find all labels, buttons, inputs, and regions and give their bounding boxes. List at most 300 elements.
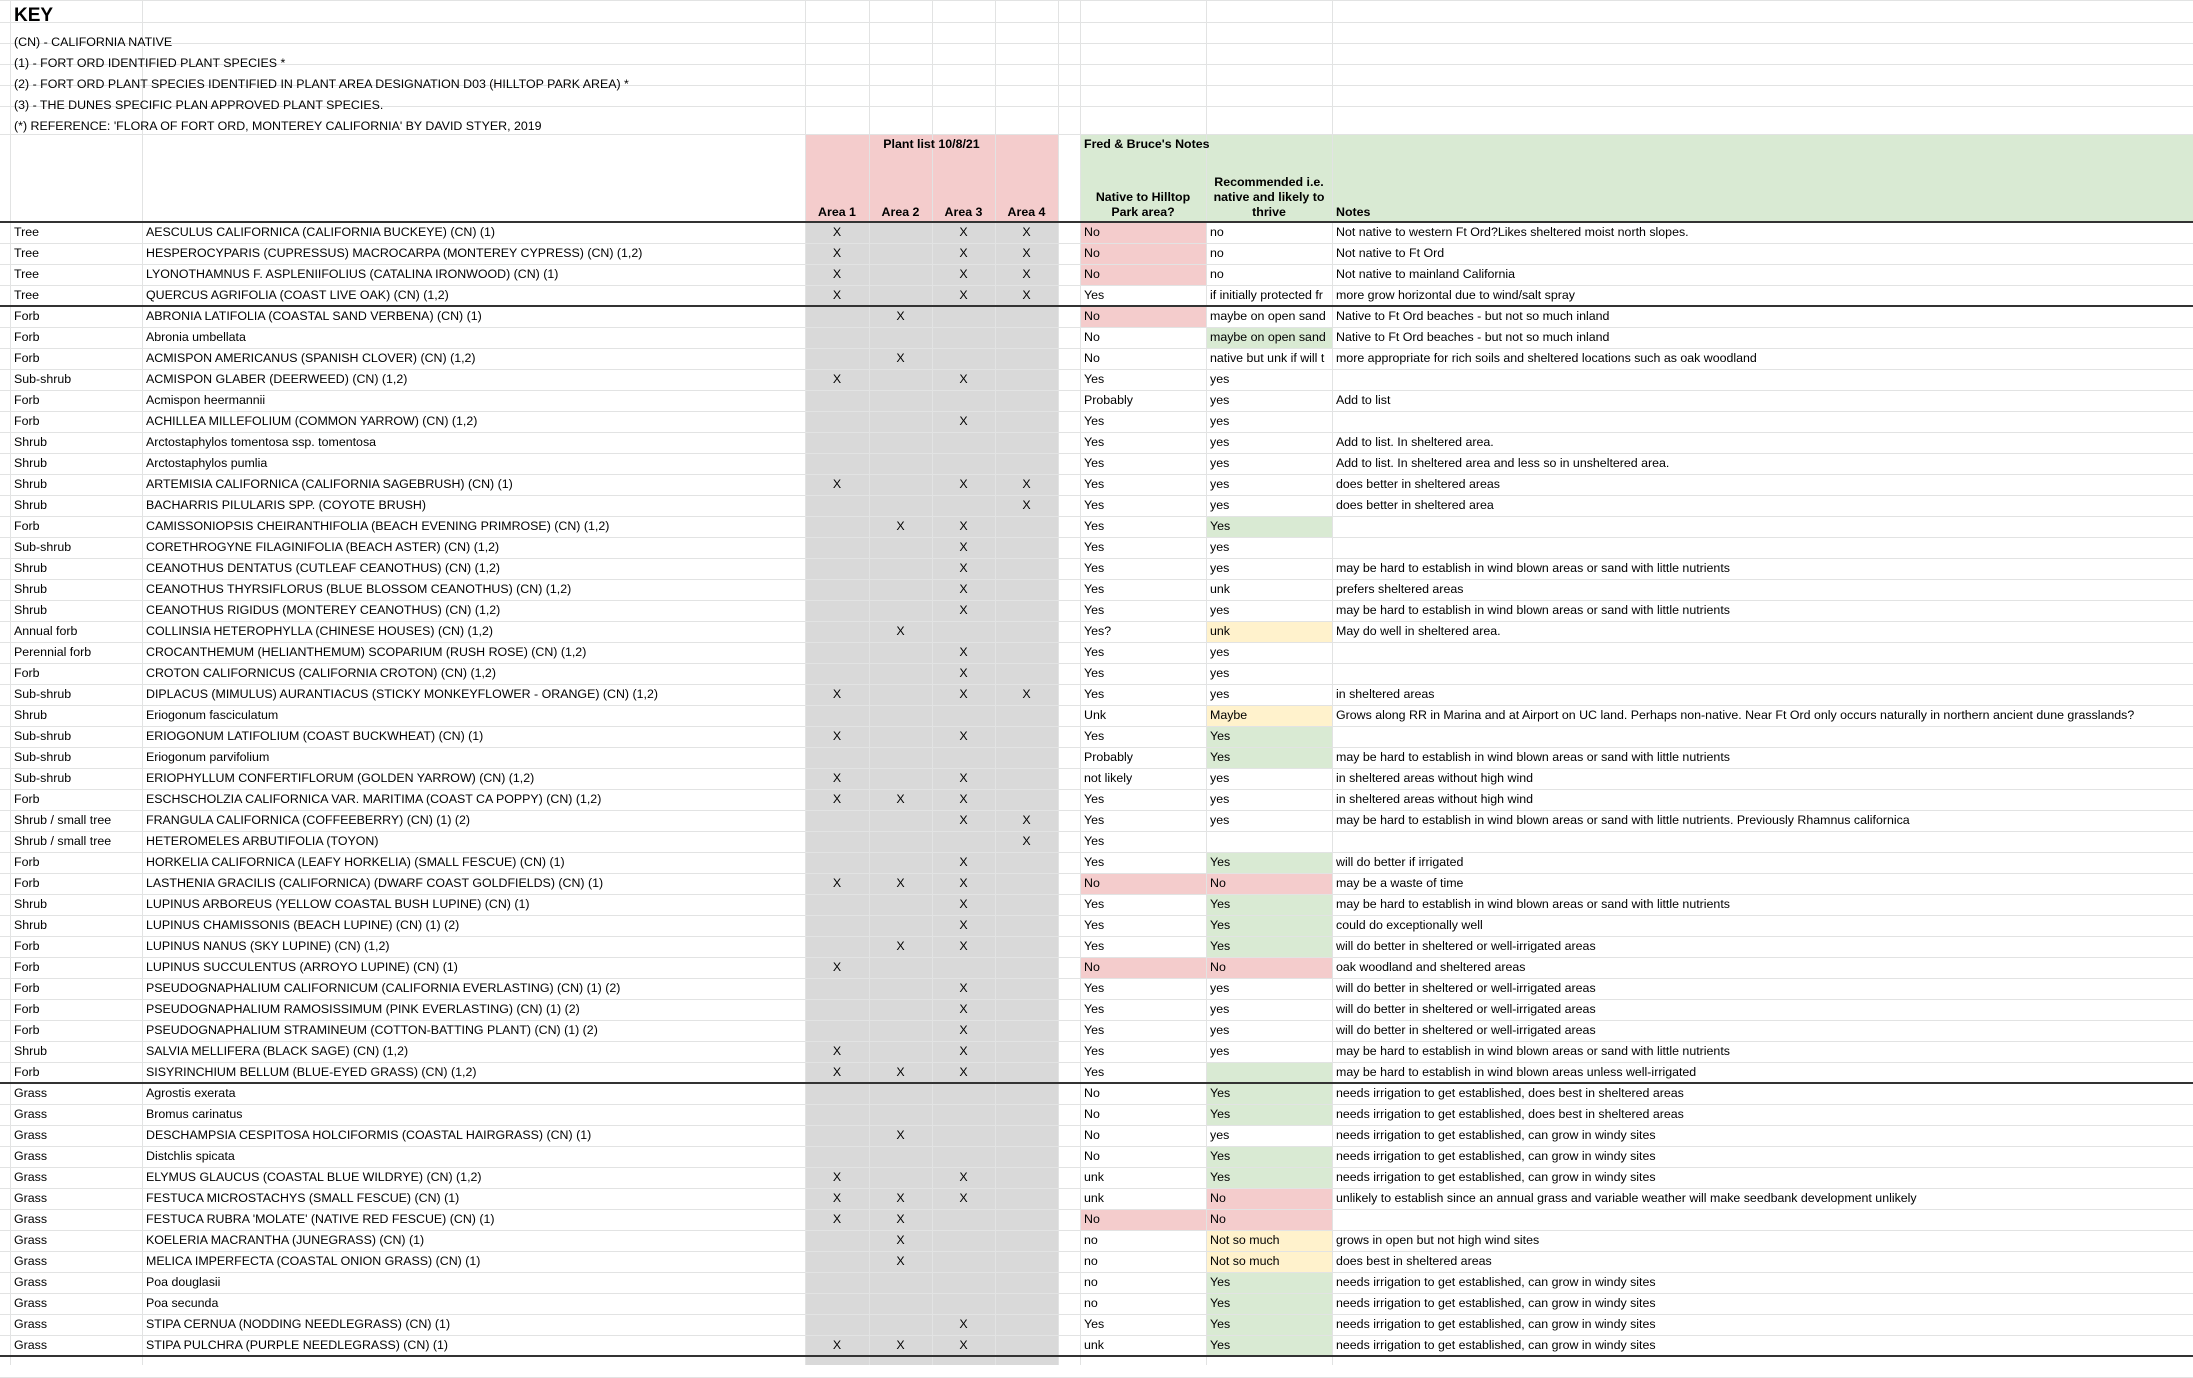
cell-a1[interactable]: X (832, 1044, 842, 1058)
cell-a4[interactable] (995, 1083, 1058, 1104)
cell-native[interactable]: Yes (1084, 435, 1105, 449)
cell-name[interactable]: ABRONIA LATIFOLIA (COASTAL SAND VERBENA) (CN) (1) (146, 309, 482, 323)
cell-a3[interactable]: X (959, 225, 968, 239)
cell-type[interactable]: Shrub (14, 477, 48, 491)
cell-rec[interactable]: yes (1210, 561, 1230, 575)
cell-a3[interactable] (932, 390, 995, 411)
cell-a3[interactable]: X (959, 1065, 968, 1079)
cell-rec[interactable]: yes (1210, 813, 1230, 827)
cell-name[interactable]: Bromus carinatus (146, 1107, 243, 1121)
cell-name[interactable]: Poa douglasii (146, 1275, 221, 1289)
cell-notes[interactable] (1332, 369, 2193, 390)
cell-a4[interactable] (995, 1230, 1058, 1251)
cell-notes[interactable]: needs irrigation to get established, can grow in windy sites (1336, 1275, 1656, 1289)
cell-a3[interactable] (932, 1146, 995, 1167)
cell-type[interactable]: Shrub (14, 582, 48, 596)
cell-a1[interactable] (805, 1125, 869, 1146)
cell-rec[interactable]: Yes (1210, 918, 1231, 932)
cell-a4[interactable]: X (1022, 834, 1031, 848)
cell-rec[interactable]: Yes (1210, 897, 1231, 911)
cell-a1[interactable]: X (832, 1212, 842, 1226)
cell-type[interactable]: Grass (14, 1107, 48, 1121)
cell-type[interactable]: Forb (14, 792, 40, 806)
cell-native[interactable]: No (1084, 267, 1100, 281)
cell-a1[interactable] (805, 390, 869, 411)
cell-type[interactable]: Shrub / small tree (14, 834, 112, 848)
cell-name[interactable]: Eriogonum parvifolium (146, 750, 270, 764)
cell-a2[interactable] (869, 831, 932, 852)
cell-rec[interactable]: Yes (1210, 1275, 1231, 1289)
cell-rec[interactable]: Yes (1210, 519, 1231, 533)
cell-notes[interactable]: does better in sheltered area (1336, 498, 1494, 512)
cell-a2[interactable] (869, 222, 932, 243)
cell-a3[interactable] (932, 1272, 995, 1293)
cell-rec[interactable]: yes (1210, 393, 1230, 407)
cell-a4[interactable] (995, 1209, 1058, 1230)
cell-a3[interactable]: X (959, 855, 968, 869)
cell-a2[interactable]: X (896, 1233, 905, 1247)
cell-a2[interactable] (869, 915, 932, 936)
cell-notes[interactable]: may be hard to establish in wind blown areas or sand with little nutrients (1336, 603, 1730, 617)
cell-notes[interactable]: will do better in sheltered or well-irrigated areas (1336, 981, 1596, 995)
cell-a3[interactable] (932, 705, 995, 726)
cell-name[interactable]: Abronia umbellata (146, 330, 246, 344)
cell-name[interactable]: SALVIA MELLIFERA (BLACK SAGE) (CN) (1,2) (146, 1044, 409, 1058)
cell-native[interactable]: Yes (1084, 498, 1105, 512)
cell-a4[interactable] (995, 978, 1058, 999)
cell-native[interactable]: No (1084, 330, 1100, 344)
cell-a1[interactable] (805, 831, 869, 852)
cell-a1[interactable]: X (832, 1170, 842, 1184)
cell-notes[interactable]: Grows along RR in Marina and at Airport on UC land. Perhaps non-native. Near Ft Ord only occurs naturally in northern ancient dune grasslands? (1336, 708, 2135, 722)
cell-name[interactable]: PSEUDOGNAPHALIUM RAMOSISSIMUM (PINK EVERLASTING) (CN) (1) (2) (146, 1002, 580, 1016)
cell-a4[interactable]: X (1022, 288, 1031, 302)
cell-type[interactable]: Annual forb (14, 624, 78, 638)
cell-type[interactable]: Tree (14, 267, 40, 281)
cell-name[interactable]: ESCHSCHOLZIA CALIFORNICA VAR. MARITIMA (COAST CA POPPY) (CN) (1,2) (146, 792, 602, 806)
cell-notes[interactable]: more appropriate for rich soils and sheltered locations such as oak woodland (1336, 351, 1757, 365)
cell-native[interactable]: Probably (1084, 393, 1133, 407)
cell-name[interactable]: BACHARRIS PILULARIS SPP. (COYOTE BRUSH) (146, 498, 427, 512)
cell-name[interactable]: SISYRINCHIUM BELLUM (BLUE-EYED GRASS) (CN) (1,2) (146, 1065, 477, 1079)
cell-a2[interactable] (869, 537, 932, 558)
cell-name[interactable]: STIPA CERNUA (NODDING NEEDLEGRASS) (CN) (1) (146, 1317, 451, 1331)
cell-a3[interactable]: X (959, 1191, 968, 1205)
cell-a4[interactable]: X (1022, 813, 1031, 827)
cell-type[interactable]: Sub-shrub (14, 771, 72, 785)
cell-native[interactable]: Yes (1084, 729, 1105, 743)
cell-a2[interactable]: X (896, 876, 905, 890)
cell-a3[interactable] (932, 348, 995, 369)
cell-a2[interactable] (869, 285, 932, 306)
cell-a3[interactable] (932, 1230, 995, 1251)
cell-native[interactable]: Yes (1084, 519, 1105, 533)
cell-native[interactable]: No (1084, 1107, 1100, 1121)
cell-type[interactable]: Shrub (14, 1044, 48, 1058)
cell-a1[interactable] (805, 747, 869, 768)
cell-a3[interactable] (932, 453, 995, 474)
cell-rec[interactable]: native but unk if will t (1210, 351, 1325, 365)
cell-a2[interactable] (869, 747, 932, 768)
cell-native[interactable]: Unk (1084, 708, 1107, 722)
cell-a2[interactable]: X (896, 1191, 905, 1205)
cell-a1[interactable] (805, 1083, 869, 1104)
cell-notes[interactable]: in sheltered areas (1336, 687, 1435, 701)
cell-name[interactable]: FESTUCA RUBRA 'MOLATE' (NATIVE RED FESCUE) (CN) (1) (146, 1212, 495, 1226)
cell-rec[interactable]: No (1210, 876, 1226, 890)
cell-a3[interactable]: X (959, 1023, 968, 1037)
cell-a2[interactable]: X (896, 351, 905, 365)
cell-native[interactable]: No (1084, 1149, 1100, 1163)
cell-type[interactable]: Grass (14, 1317, 48, 1331)
cell-a4[interactable] (995, 369, 1058, 390)
cell-native[interactable]: Yes (1084, 1044, 1105, 1058)
cell-native[interactable]: Yes (1084, 1023, 1105, 1037)
cell-a4[interactable] (995, 747, 1058, 768)
cell-a4[interactable] (995, 558, 1058, 579)
cell-rec[interactable]: yes (1210, 456, 1230, 470)
cell-a1[interactable] (805, 411, 869, 432)
cell-native[interactable]: Yes (1084, 414, 1105, 428)
cell-a3[interactable]: X (959, 813, 968, 827)
cell-notes[interactable]: may be hard to establish in wind blown areas or sand with little nutrients. Previously Rhamnus californica (1336, 813, 1910, 827)
cell-a3[interactable]: X (959, 267, 968, 281)
cell-rec[interactable]: yes (1210, 687, 1230, 701)
cell-a3[interactable]: X (959, 372, 968, 386)
cell-native[interactable]: Yes (1084, 687, 1105, 701)
cell-a4[interactable] (995, 579, 1058, 600)
cell-type[interactable]: Forb (14, 855, 40, 869)
cell-a3[interactable] (932, 495, 995, 516)
cell-a3[interactable]: X (959, 582, 968, 596)
cell-rec[interactable]: Yes (1210, 1296, 1231, 1310)
cell-native[interactable]: Yes (1084, 645, 1105, 659)
cell-a4[interactable] (995, 1062, 1058, 1083)
cell-native[interactable]: Yes (1084, 792, 1105, 806)
cell-a2[interactable] (869, 1272, 932, 1293)
cell-native[interactable]: unk (1084, 1338, 1104, 1352)
cell-notes[interactable]: needs irrigation to get established, does best in sheltered areas (1336, 1086, 1684, 1100)
cell-a3[interactable] (932, 1083, 995, 1104)
cell-native[interactable]: No (1084, 309, 1100, 323)
cell-a1[interactable] (805, 852, 869, 873)
cell-a3[interactable]: X (959, 981, 968, 995)
cell-name[interactable]: ERIOPHYLLUM CONFERTIFLORUM (GOLDEN YARROW) (CN) (1,2) (146, 771, 535, 785)
cell-notes[interactable]: will do better in sheltered or well-irrigated areas (1336, 1023, 1596, 1037)
cell-native[interactable]: Yes (1084, 561, 1105, 575)
cell-a2[interactable] (869, 768, 932, 789)
cell-rec[interactable] (1206, 831, 1332, 852)
cell-a4[interactable] (995, 957, 1058, 978)
cell-rec[interactable]: yes (1210, 540, 1230, 554)
cell-type[interactable]: Shrub / small tree (14, 813, 112, 827)
cell-a4[interactable] (995, 1104, 1058, 1125)
cell-a4[interactable] (995, 642, 1058, 663)
cell-type[interactable]: Shrub (14, 918, 48, 932)
cell-type[interactable]: Forb (14, 1002, 40, 1016)
cell-a2[interactable] (869, 1020, 932, 1041)
cell-native[interactable]: Yes (1084, 813, 1105, 827)
cell-native[interactable]: no (1084, 1296, 1098, 1310)
cell-notes[interactable]: oak woodland and sheltered areas (1336, 960, 1526, 974)
cell-rec[interactable]: yes (1210, 1044, 1230, 1058)
cell-a3[interactable]: X (959, 603, 968, 617)
cell-a3[interactable] (932, 1209, 995, 1230)
cell-type[interactable]: Forb (14, 960, 40, 974)
cell-a2[interactable] (869, 1146, 932, 1167)
cell-notes[interactable] (1332, 642, 2193, 663)
cell-name[interactable]: CEANOTHUS RIGIDUS (MONTEREY CEANOTHUS) (CN) (1,2) (146, 603, 501, 617)
cell-native[interactable]: No (1084, 351, 1100, 365)
cell-name[interactable]: CROCANTHEMUM (HELIANTHEMUM) SCOPARIUM (RUSH ROSE) (CN) (1,2) (146, 645, 587, 659)
cell-type[interactable]: Forb (14, 1065, 40, 1079)
cell-rec[interactable]: Yes (1210, 1086, 1231, 1100)
cell-name[interactable]: HETEROMELES ARBUTIFOLIA (TOYON) (146, 834, 379, 848)
cell-type[interactable]: Forb (14, 309, 40, 323)
cell-a4[interactable]: X (1022, 246, 1031, 260)
cell-type[interactable]: Shrub (14, 435, 48, 449)
cell-a4[interactable] (995, 327, 1058, 348)
cell-native[interactable]: no (1084, 1275, 1098, 1289)
cell-name[interactable]: AESCULUS CALIFORNICA (CALIFORNIA BUCKEYE) (CN) (1) (146, 225, 496, 239)
cell-a4[interactable]: X (1022, 687, 1031, 701)
cell-a4[interactable]: X (1022, 267, 1031, 281)
cell-a1[interactable] (805, 516, 869, 537)
cell-name[interactable]: CROTON CALIFORNICUS (CALIFORNIA CROTON) (CN) (1,2) (146, 666, 496, 680)
cell-rec[interactable]: Maybe (1210, 708, 1248, 722)
cell-a2[interactable]: X (896, 309, 905, 323)
cell-notes[interactable]: prefers sheltered areas (1336, 582, 1464, 596)
cell-notes[interactable]: Not native to Ft Ord (1336, 246, 1445, 260)
cell-rec[interactable]: yes (1210, 792, 1230, 806)
cell-a3[interactable]: X (959, 246, 968, 260)
cell-name[interactable]: LUPINUS NANUS (SKY LUPINE) (CN) (1,2) (146, 939, 390, 953)
cell-a1[interactable] (805, 705, 869, 726)
cell-a2[interactable]: X (896, 792, 905, 806)
cell-native[interactable]: No (1084, 225, 1100, 239)
cell-rec[interactable]: No (1210, 960, 1226, 974)
cell-notes[interactable]: Add to list (1336, 393, 1391, 407)
cell-a3[interactable]: X (959, 1317, 968, 1331)
cell-a4[interactable] (995, 726, 1058, 747)
cell-type[interactable]: Sub-shrub (14, 540, 72, 554)
cell-type[interactable]: Forb (14, 876, 40, 890)
cell-notes[interactable] (1332, 537, 2193, 558)
cell-rec[interactable]: Yes (1210, 939, 1231, 953)
cell-a3[interactable] (932, 1251, 995, 1272)
cell-type[interactable]: Sub-shrub (14, 729, 72, 743)
cell-notes[interactable]: will do better in sheltered or well-irrigated areas (1336, 939, 1596, 953)
cell-notes[interactable]: does best in sheltered areas (1336, 1254, 1492, 1268)
cell-a2[interactable] (869, 1083, 932, 1104)
cell-name[interactable]: LYONOTHAMNUS F. ASPLENIIFOLIUS (CATALINA IRONWOOD) (CN) (1) (146, 267, 559, 281)
cell-a1[interactable]: X (832, 1065, 842, 1079)
cell-a4[interactable] (995, 936, 1058, 957)
cell-native[interactable]: Yes (1084, 1065, 1105, 1079)
column-header-a1[interactable]: Area 1 (818, 205, 856, 219)
cell-type[interactable]: Tree (14, 246, 40, 260)
cell-rec[interactable]: yes (1210, 603, 1230, 617)
cell-a3[interactable] (932, 831, 995, 852)
cell-a1[interactable]: X (832, 1338, 842, 1352)
cell-a1[interactable] (805, 936, 869, 957)
cell-a4[interactable] (995, 348, 1058, 369)
cell-a1[interactable] (805, 600, 869, 621)
cell-rec[interactable]: yes (1210, 666, 1230, 680)
cell-rec[interactable]: unk (1210, 582, 1230, 596)
cell-type[interactable]: Perennial forb (14, 645, 92, 659)
cell-a1[interactable] (805, 453, 869, 474)
cell-a4[interactable] (995, 705, 1058, 726)
cell-a4[interactable]: X (1022, 477, 1031, 491)
cell-native[interactable]: Yes (1084, 666, 1105, 680)
cell-name[interactable]: HORKELIA CALIFORNICA (LEAFY HORKELIA) (SMALL FESCUE) (CN) (1) (146, 855, 565, 869)
cell-a3[interactable]: X (959, 1170, 968, 1184)
cell-name[interactable]: PSEUDOGNAPHALIUM STRAMINEUM (COTTON-BATTING PLANT) (CN) (1) (2) (146, 1023, 598, 1037)
cell-a3[interactable] (932, 327, 995, 348)
cell-a1[interactable] (805, 663, 869, 684)
cell-type[interactable]: Forb (14, 519, 40, 533)
cell-a4[interactable] (995, 600, 1058, 621)
cell-name[interactable]: COLLINSIA HETEROPHYLLA (CHINESE HOUSES) (CN) (1,2) (146, 624, 494, 638)
cell-a3[interactable]: X (959, 561, 968, 575)
cell-a3[interactable] (932, 1104, 995, 1125)
cell-type[interactable]: Forb (14, 351, 40, 365)
cell-a4[interactable] (995, 1251, 1058, 1272)
cell-notes[interactable]: could do exceptionally well (1336, 918, 1483, 932)
cell-a1[interactable] (805, 327, 869, 348)
cell-rec[interactable]: yes (1210, 435, 1230, 449)
cell-rec[interactable]: if initially protected fr (1210, 288, 1323, 302)
cell-a3[interactable] (932, 1293, 995, 1314)
cell-a2[interactable] (869, 264, 932, 285)
cell-name[interactable]: ERIOGONUM LATIFOLIUM (COAST BUCKWHEAT) (CN) (1) (146, 729, 484, 743)
cell-a3[interactable]: X (959, 414, 968, 428)
cell-name[interactable]: DIPLACUS (MIMULUS) AURANTIACUS (STICKY MONKEYFLOWER - ORANGE) (CN) (1,2) (146, 687, 658, 701)
cell-notes[interactable]: needs irrigation to get established, can grow in windy sites (1336, 1170, 1656, 1184)
cell-a1[interactable]: X (832, 876, 842, 890)
cell-type[interactable]: Grass (14, 1128, 48, 1142)
cell-rec[interactable]: yes (1210, 645, 1230, 659)
cell-a4[interactable] (995, 1146, 1058, 1167)
cell-a4[interactable] (995, 390, 1058, 411)
cell-rec[interactable]: Not so much (1210, 1254, 1280, 1268)
cell-a1[interactable]: X (832, 225, 842, 239)
cell-type[interactable]: Grass (14, 1170, 48, 1184)
cell-name[interactable]: Distchlis spicata (146, 1149, 235, 1163)
cell-a2[interactable] (869, 999, 932, 1020)
cell-rec[interactable]: unk (1210, 624, 1230, 638)
cell-a2[interactable] (869, 810, 932, 831)
cell-type[interactable]: Grass (14, 1212, 48, 1226)
cell-a1[interactable] (805, 915, 869, 936)
cell-a4[interactable] (995, 873, 1058, 894)
cell-a4[interactable] (995, 1272, 1058, 1293)
cell-name[interactable]: PSEUDOGNAPHALIUM CALIFORNICUM (CALIFORNIA EVERLASTING) (CN) (1) (2) (146, 981, 621, 995)
cell-notes[interactable]: Not native to mainland California (1336, 267, 1516, 281)
cell-a1[interactable] (805, 810, 869, 831)
cell-type[interactable]: Tree (14, 288, 40, 302)
cell-name[interactable]: LUPINUS ARBOREUS (YELLOW COASTAL BUSH LUPINE) (CN) (1) (146, 897, 530, 911)
cell-a2[interactable] (869, 453, 932, 474)
cell-native[interactable]: No (1084, 960, 1100, 974)
cell-native[interactable]: No (1084, 1086, 1100, 1100)
cell-a3[interactable]: X (959, 1044, 968, 1058)
cell-a2[interactable]: X (896, 624, 905, 638)
cell-rec[interactable]: yes (1210, 771, 1230, 785)
cell-a2[interactable] (869, 684, 932, 705)
cell-rec[interactable]: No (1210, 1212, 1226, 1226)
cell-notes[interactable] (1332, 663, 2193, 684)
cell-a2[interactable] (869, 705, 932, 726)
cell-native[interactable]: Yes (1084, 897, 1105, 911)
cell-a3[interactable]: X (959, 918, 968, 932)
cell-a3[interactable]: X (959, 897, 968, 911)
cell-native[interactable]: No (1084, 1128, 1100, 1142)
cell-a2[interactable] (869, 1293, 932, 1314)
column-header-a4[interactable]: Area 4 (1007, 205, 1046, 219)
cell-a1[interactable] (805, 1146, 869, 1167)
cell-name[interactable]: CAMISSONIOPSIS CHEIRANTHIFOLIA (BEACH EVENING PRIMROSE) (CN) (1,2) (146, 519, 610, 533)
cell-rec[interactable]: Yes (1210, 1149, 1231, 1163)
cell-name[interactable]: Acmispon heermannii (146, 393, 266, 407)
cell-notes[interactable]: needs irrigation to get established, does best in sheltered areas (1336, 1107, 1684, 1121)
cell-a1[interactable] (805, 537, 869, 558)
cell-a4[interactable] (995, 852, 1058, 873)
cell-name[interactable]: ARTEMISIA CALIFORNICA (CALIFORNIA SAGEBRUSH) (CN) (1) (146, 477, 513, 491)
cell-a2[interactable] (869, 894, 932, 915)
cell-notes[interactable] (1332, 411, 2193, 432)
cell-native[interactable]: Yes (1084, 834, 1105, 848)
cell-native[interactable]: No (1084, 1212, 1100, 1226)
cell-name[interactable]: Agrostis exerata (146, 1086, 236, 1100)
cell-a1[interactable]: X (832, 771, 842, 785)
cell-a2[interactable] (869, 579, 932, 600)
cell-notes[interactable]: Native to Ft Ord beaches - but not so much inland (1336, 309, 1610, 323)
cell-native[interactable]: No (1084, 876, 1100, 890)
cell-a1[interactable] (805, 621, 869, 642)
cell-notes[interactable]: will do better in sheltered or well-irrigated areas (1336, 1002, 1596, 1016)
cell-notes[interactable] (1332, 1209, 2193, 1230)
cell-notes[interactable]: more grow horizontal due to wind/salt spray (1336, 288, 1575, 302)
cell-type[interactable]: Grass (14, 1296, 48, 1310)
cell-a1[interactable]: X (832, 1191, 842, 1205)
cell-a2[interactable] (869, 495, 932, 516)
cell-a2[interactable] (869, 663, 932, 684)
cell-a2[interactable]: X (896, 1065, 905, 1079)
cell-a2[interactable] (869, 474, 932, 495)
cell-a2[interactable] (869, 978, 932, 999)
cell-name[interactable]: HESPEROCYPARIS (CUPRESSUS) MACROCARPA (MONTEREY CYPRESS) (CN) (1,2) (146, 246, 643, 260)
cell-a4[interactable]: X (1022, 498, 1031, 512)
cell-a4[interactable] (995, 1020, 1058, 1041)
cell-notes[interactable]: Native to Ft Ord beaches - but not so much inland (1336, 330, 1610, 344)
cell-a3[interactable] (932, 1125, 995, 1146)
cell-a3[interactable]: X (959, 477, 968, 491)
cell-rec[interactable]: maybe on open sand (1210, 309, 1326, 323)
cell-notes[interactable]: may be hard to establish in wind blown areas unless well-irrigated (1336, 1065, 1697, 1079)
cell-notes[interactable]: may be a waste of time (1336, 876, 1464, 890)
column-header-notes[interactable]: Notes (1336, 205, 1371, 219)
cell-type[interactable]: Sub-shrub (14, 750, 72, 764)
cell-notes[interactable]: needs irrigation to get established, can grow in windy sites (1336, 1128, 1656, 1142)
cell-a4[interactable]: X (1022, 225, 1031, 239)
cell-name[interactable]: CEANOTHUS DENTATUS (CUTLEAF CEANOTHUS) (CN) (1,2) (146, 561, 501, 575)
cell-a1[interactable]: X (832, 246, 842, 260)
cell-a2[interactable] (869, 390, 932, 411)
cell-native[interactable]: Yes? (1084, 624, 1112, 638)
cell-rec[interactable]: no (1210, 267, 1224, 281)
